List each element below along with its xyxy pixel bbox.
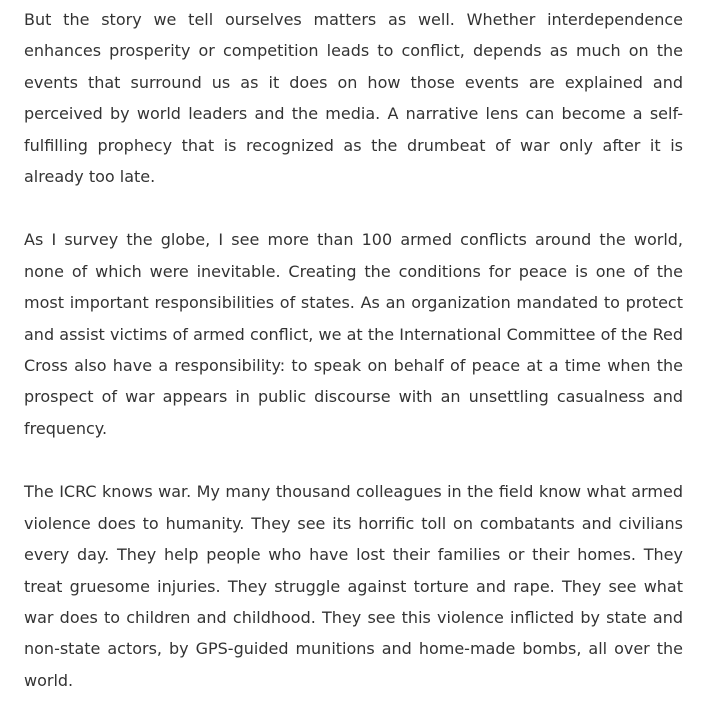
- paragraph-icrc-knows-war: The ICRC knows war. My many thousand colleagues in the field know what armed violence does to humanity. They see its horrific toll on combatants and civilians every day. They help people who have lost their families or their homes. They treat gruesome injuries. They struggle against torture and rape. They see what war does to children and childhood. They see this violence inflicted by state and non-state actors, by GPS-guided munitions and home-made bombs, all over the world.: [24, 482, 683, 690]
- paragraph-story-matters: But the story we tell ourselves matters as well. Whether interdependence enhances prosperity or competition leads to conflict, depends as much on the events that surround us as it does on how those events are explained and perceived by world leaders and the media. A narrative lens can become a self-fulfilling prophecy that is recognized as the drumbeat of war only after it is already too late.: [24, 10, 683, 187]
- paragraph-armed-conflicts: As I survey the globe, I see more than 100 armed conflicts around the world, none of which were inevitable. Creating the conditions for peace is one of the most important responsibilities of states. As an organization mandated to protect and assist victims of armed conflict, we at the International Committee of the Red Cross also have a responsibility: to speak on behalf of peace at a time when the prospect of war appears in public discourse with an unsettling casualness and frequency.: [24, 230, 683, 438]
